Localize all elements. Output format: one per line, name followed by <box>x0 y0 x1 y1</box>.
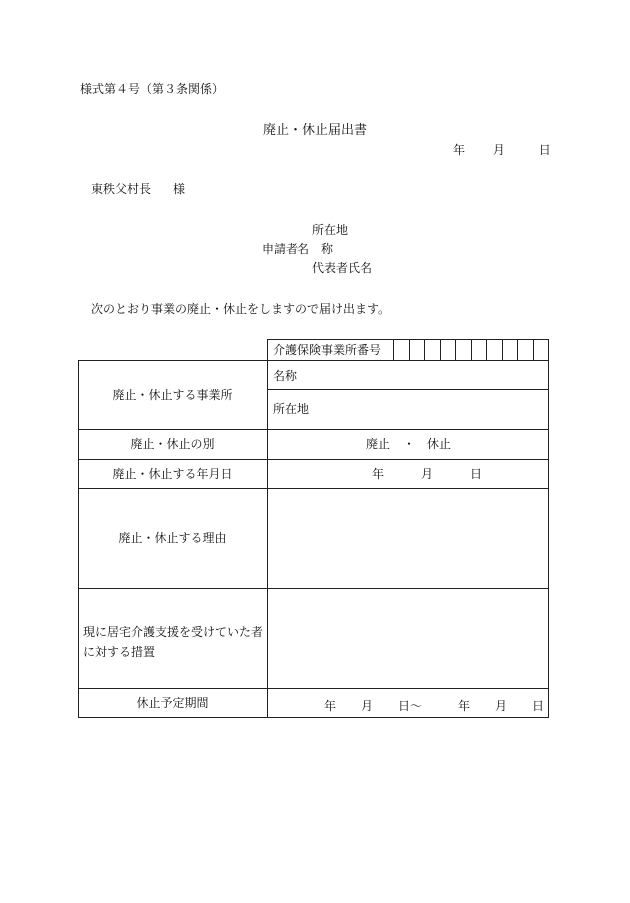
table-line <box>78 717 549 718</box>
period-from-day: 日～ <box>398 699 423 713</box>
table-line <box>267 339 268 718</box>
office-number-digit-box <box>440 339 441 360</box>
table-line <box>78 360 549 361</box>
reason-label: 廃止・休止する理由 <box>118 531 227 545</box>
table-line <box>548 339 549 718</box>
applicant-address-label: 所在地 <box>312 223 349 237</box>
date-day: 日 <box>538 143 551 157</box>
applicant-name-label: 名 称 <box>297 242 334 256</box>
table-line <box>267 389 549 390</box>
date-year: 年 <box>453 143 466 157</box>
office-number-digit-box <box>424 339 425 360</box>
office-number-digit-box <box>486 339 487 360</box>
date-month: 月 <box>492 143 505 157</box>
table-line <box>267 339 549 340</box>
period-to-day: 日 <box>532 699 545 713</box>
office-number-digit-box <box>502 339 503 360</box>
office-number-digit-box <box>517 339 518 360</box>
date-year-field: 年 <box>372 467 385 481</box>
date-month-field: 月 <box>421 467 434 481</box>
addressee-honorific: 様 <box>173 182 186 196</box>
office-number-digit-box <box>409 339 410 360</box>
form-number: 様式第４号（第３条関係） <box>80 82 225 96</box>
date-label: 廃止・休止する年月日 <box>112 467 233 481</box>
submission-date <box>453 144 551 156</box>
document-title: 廃止・休止届出書 <box>262 123 367 138</box>
type-label: 廃止・休止の別 <box>130 437 215 451</box>
table-line <box>78 429 549 430</box>
office-number-digit-box <box>455 339 456 360</box>
period-from-year: 年 <box>324 699 337 713</box>
addressee-name: 東秩父村長 <box>91 182 152 196</box>
table-line <box>78 688 549 689</box>
office-number-digit-box <box>471 339 472 360</box>
table-line <box>78 588 549 589</box>
facility-address-label: 所在地 <box>273 402 310 416</box>
table-line <box>78 488 549 489</box>
facility-name-label: 名称 <box>273 369 298 383</box>
date-day-field: 日 <box>470 467 483 481</box>
period-to-month: 月 <box>495 699 508 713</box>
office-number-digit-box <box>533 339 534 360</box>
type-separator: ・ <box>403 437 416 451</box>
applicant-representative-label: 代表者氏名 <box>312 261 373 275</box>
period-from-month: 月 <box>361 699 374 713</box>
type-option-abolish: 廃止 <box>366 437 391 451</box>
office-number-label: 介護保険事業所番号 <box>273 343 382 357</box>
table-line <box>393 339 394 360</box>
addressee <box>91 183 185 195</box>
measures-label: 現に居宅介護支援を受けていた者に対する措置 <box>83 625 264 659</box>
type-option-suspend: 休止 <box>427 437 452 451</box>
period-label: 休止予定期間 <box>136 696 209 710</box>
period-to-year: 年 <box>458 699 471 713</box>
facility-label: 廃止・休止する事業所 <box>112 388 233 402</box>
table-line <box>78 459 549 460</box>
intro-text: 次のとおり事業の廃止・休止をしますので届け出ます。 <box>91 302 391 316</box>
applicant-label: 申請者 <box>262 242 299 256</box>
